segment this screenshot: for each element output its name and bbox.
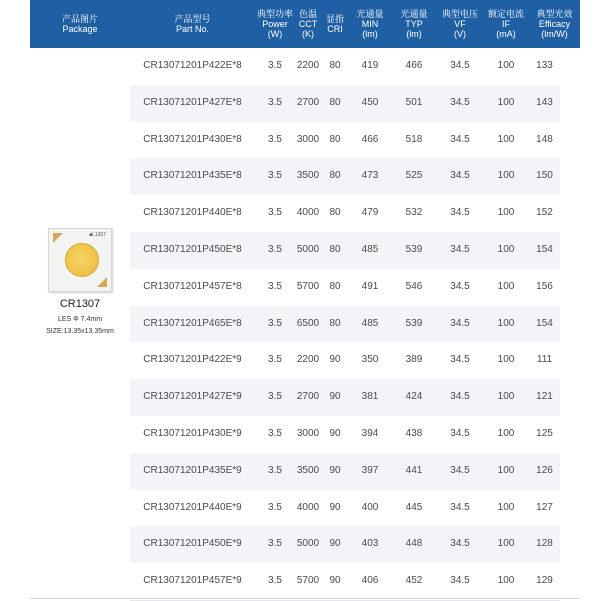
table-row (130, 379, 560, 417)
cct-cell: 3500 (296, 170, 320, 182)
vf-cell: 34.5 (450, 391, 470, 403)
lumen-typ-cell: 445 (405, 501, 423, 513)
cri-cell: 80 (329, 244, 341, 255)
cct-cell: 4000 (296, 501, 320, 513)
table-row (130, 563, 560, 601)
cri-cell: 90 (329, 464, 341, 476)
lumen-typ-cell: 466 (405, 60, 423, 71)
cri-cell: 80 (329, 280, 341, 292)
power-cell: 3.5 (268, 464, 282, 476)
part-number-cell: CR13071201P450E*8 (143, 244, 242, 255)
power-cell: 3.5 (268, 391, 282, 403)
part-number-cell: CR13071201P457E*9 (143, 575, 242, 587)
lumen-typ-cell: 389 (405, 354, 423, 366)
header-lm-typ-unit: (lm) (406, 29, 422, 39)
if-cell: 100 (497, 501, 515, 513)
solder-pad-icon (53, 233, 63, 243)
header-package-en: Package (62, 24, 98, 34)
cri-cell: 80 (329, 96, 341, 108)
header-vf-cn: 典型电压 (441, 9, 478, 19)
table-row (130, 195, 560, 233)
header-package (30, 0, 130, 48)
package-name: CR1307 (59, 298, 101, 310)
lumen-min-cell: 394 (361, 428, 379, 439)
lumen-min-cell: 473 (361, 170, 379, 182)
lumen-typ-cell: 501 (405, 96, 423, 108)
lumen-min-cell: 485 (361, 244, 379, 255)
header-cri-cn: 显指 (325, 14, 344, 24)
header-power (255, 0, 295, 48)
header-lm-min-en: MIN (361, 19, 379, 29)
vf-cell: 34.5 (450, 575, 470, 587)
header-power-unit: (W) (267, 29, 283, 39)
table-row (130, 85, 560, 123)
solder-pad-icon (97, 277, 107, 287)
table-row (130, 526, 560, 564)
lumen-typ-cell: 441 (405, 464, 423, 476)
part-number-cell: CR13071201P440E*8 (143, 207, 242, 219)
cct-cell: 3000 (296, 428, 320, 439)
header-efficacy-en: Efficacy (538, 19, 571, 29)
table-row (130, 158, 560, 196)
header-cct-unit: (K) (302, 29, 314, 39)
power-cell: 3.5 (268, 354, 282, 366)
cct-cell: 6500 (296, 317, 320, 329)
phosphor-dome-icon (65, 243, 99, 277)
efficacy-cell: 126 (536, 464, 553, 476)
cri-cell: 80 (329, 207, 341, 219)
lumen-min-cell: 397 (361, 464, 379, 476)
cct-cell: 5700 (296, 280, 320, 292)
vf-cell: 34.5 (450, 207, 470, 219)
vf-cell: 34.5 (450, 501, 470, 513)
lumen-min-cell: 350 (361, 354, 379, 366)
cri-cell: 90 (329, 501, 341, 513)
efficacy-cell: 150 (536, 170, 553, 182)
header-vf (437, 0, 483, 48)
header-part-no (130, 0, 255, 48)
efficacy-cell: 152 (536, 207, 553, 219)
header-cri-en: CRI (327, 24, 343, 34)
package-size: SIZE:13.35x13.35mm (46, 328, 114, 335)
power-cell: 3.5 (268, 207, 282, 219)
lumen-min-cell: 381 (361, 391, 379, 403)
lumen-min-cell: 403 (361, 538, 379, 550)
power-cell: 3.5 (268, 317, 282, 329)
cri-cell: 80 (329, 60, 341, 71)
vf-cell: 34.5 (450, 96, 470, 108)
chip-marking: ■L1307 (89, 232, 106, 238)
power-cell: 3.5 (268, 133, 282, 145)
lumen-min-cell: 485 (361, 317, 379, 329)
header-part-no-cn: 产品型号 (174, 14, 211, 24)
header-if-cn: 额定电流 (487, 9, 524, 19)
power-cell: 3.5 (268, 60, 282, 71)
vf-cell: 34.5 (450, 354, 470, 366)
table-row (130, 232, 560, 270)
vf-cell: 34.5 (450, 317, 470, 329)
table-row (130, 306, 560, 344)
header-power-cn: 典型功率 (256, 9, 293, 19)
vf-cell: 34.5 (450, 428, 470, 439)
header-power-en: Power (262, 19, 288, 29)
if-cell: 100 (497, 60, 515, 71)
cri-cell: 90 (329, 538, 341, 550)
cct-cell: 3000 (296, 133, 320, 145)
power-cell: 3.5 (268, 538, 282, 550)
power-cell: 3.5 (268, 170, 282, 182)
power-cell: 3.5 (268, 280, 282, 292)
part-number-cell: CR13071201P422E*8 (143, 60, 242, 71)
power-cell: 3.5 (268, 575, 282, 587)
part-number-cell: CR13071201P427E*9 (143, 391, 242, 403)
cct-cell: 2700 (296, 391, 320, 403)
header-if (483, 0, 529, 48)
table-row (130, 416, 560, 454)
table-row (130, 342, 560, 380)
vf-cell: 34.5 (450, 464, 470, 476)
if-cell: 100 (497, 391, 515, 403)
lumen-min-cell: 406 (361, 575, 379, 587)
header-lm-typ-en: TYP (405, 19, 423, 29)
header-cct (295, 0, 321, 48)
table-bottom-border (30, 598, 580, 599)
vf-cell: 34.5 (450, 538, 470, 550)
header-if-unit: (mA) (496, 29, 516, 39)
table-row (130, 269, 560, 307)
efficacy-cell: 156 (536, 280, 553, 292)
part-number-cell: CR13071201P435E*9 (143, 464, 242, 476)
cri-cell: 80 (329, 317, 341, 329)
lumen-typ-cell: 518 (405, 133, 423, 145)
if-cell: 100 (497, 317, 515, 329)
table-row (130, 490, 560, 528)
vf-cell: 34.5 (450, 60, 470, 71)
if-cell: 100 (497, 207, 515, 219)
cct-cell: 5700 (296, 575, 320, 587)
package-column (30, 48, 131, 600)
header-lm-min (349, 0, 391, 48)
if-cell: 100 (497, 575, 515, 587)
header-if-en: IF (502, 19, 510, 29)
efficacy-cell: 133 (536, 60, 553, 71)
vf-cell: 34.5 (450, 280, 470, 292)
table-row (130, 453, 560, 491)
lumen-typ-cell: 539 (405, 244, 423, 255)
efficacy-cell: 111 (536, 354, 553, 366)
lumen-min-cell: 450 (361, 96, 379, 108)
if-cell: 100 (497, 280, 515, 292)
lumen-min-cell: 479 (361, 207, 379, 219)
part-number-cell: CR13071201P435E*8 (143, 170, 242, 182)
header-lm-min-unit: (lm) (362, 29, 378, 39)
header-cct-en: CCT (298, 19, 318, 29)
table-header (30, 0, 580, 48)
header-vf-en: VF (454, 19, 466, 29)
if-cell: 100 (497, 538, 515, 550)
cri-cell: 80 (329, 170, 341, 182)
led-chip-image (48, 228, 112, 292)
if-cell: 100 (497, 354, 515, 366)
header-efficacy-unit: (lm/W) (541, 29, 568, 39)
lumen-typ-cell: 532 (405, 207, 423, 219)
header-vf-unit: (V) (454, 29, 466, 39)
cct-cell: 2700 (296, 96, 320, 108)
efficacy-cell: 143 (536, 96, 553, 108)
power-cell: 3.5 (268, 501, 282, 513)
if-cell: 100 (497, 428, 515, 439)
cct-cell: 4000 (296, 207, 320, 219)
if-cell: 100 (497, 464, 515, 476)
lumen-min-cell: 400 (361, 501, 379, 513)
lumen-typ-cell: 424 (405, 391, 423, 403)
cri-cell: 90 (329, 391, 341, 403)
cct-cell: 2200 (296, 60, 320, 71)
header-part-no-en: Part No. (175, 24, 209, 34)
lumen-min-cell: 491 (361, 280, 379, 292)
part-number-cell: CR13071201P422E*9 (143, 354, 242, 366)
vf-cell: 34.5 (450, 244, 470, 255)
efficacy-cell: 129 (536, 575, 553, 587)
part-number-cell: CR13071201P427E*8 (143, 96, 242, 108)
efficacy-cell: 154 (536, 317, 553, 329)
part-number-cell: CR13071201P430E*9 (143, 428, 242, 439)
header-lm-typ-cn: 光通量 (400, 9, 428, 19)
cri-cell: 90 (329, 354, 341, 366)
cct-cell: 2200 (296, 354, 320, 366)
header-cri (321, 0, 349, 48)
header-efficacy (529, 0, 580, 48)
part-number-cell: CR13071201P430E*8 (143, 133, 242, 145)
table-row (130, 48, 560, 86)
lumen-typ-cell: 438 (405, 428, 423, 439)
part-number-cell: CR13071201P450E*9 (143, 538, 242, 550)
part-number-cell: CR13071201P457E*8 (143, 280, 242, 292)
power-cell: 3.5 (268, 428, 282, 439)
cri-cell: 80 (329, 133, 341, 145)
lumen-typ-cell: 452 (405, 575, 423, 587)
header-lm-typ (391, 0, 437, 48)
header-cct-cn: 色温 (298, 9, 317, 19)
part-number-cell: CR13071201P465E*8 (143, 317, 242, 329)
table-row (130, 122, 560, 160)
lumen-typ-cell: 539 (405, 317, 423, 329)
lumen-min-cell: 419 (361, 60, 379, 71)
cri-cell: 90 (329, 575, 341, 587)
power-cell: 3.5 (268, 244, 282, 255)
efficacy-cell: 125 (536, 428, 553, 439)
cct-cell: 5000 (296, 244, 320, 255)
efficacy-cell: 127 (536, 501, 553, 513)
efficacy-cell: 121 (536, 391, 553, 403)
cri-cell: 90 (329, 428, 341, 439)
if-cell: 100 (497, 170, 515, 182)
if-cell: 100 (497, 244, 515, 255)
if-cell: 100 (497, 96, 515, 108)
lumen-typ-cell: 448 (405, 538, 423, 550)
header-lm-min-cn: 光通量 (356, 9, 384, 19)
lumen-typ-cell: 546 (405, 280, 423, 292)
cct-cell: 5000 (296, 538, 320, 550)
efficacy-cell: 148 (536, 133, 553, 145)
lumen-typ-cell: 525 (405, 170, 423, 182)
package-les: LES Φ 7.4mm (57, 316, 103, 323)
cct-cell: 3500 (296, 464, 320, 476)
header-package-cn: 产品图片 (61, 14, 98, 24)
efficacy-cell: 128 (536, 538, 553, 550)
vf-cell: 34.5 (450, 133, 470, 145)
power-cell: 3.5 (268, 96, 282, 108)
part-number-cell: CR13071201P440E*9 (143, 501, 242, 513)
header-efficacy-cn: 典型光效 (536, 9, 573, 19)
lumen-min-cell: 466 (361, 133, 379, 145)
efficacy-cell: 154 (536, 244, 553, 255)
if-cell: 100 (497, 133, 515, 145)
vf-cell: 34.5 (450, 170, 470, 182)
